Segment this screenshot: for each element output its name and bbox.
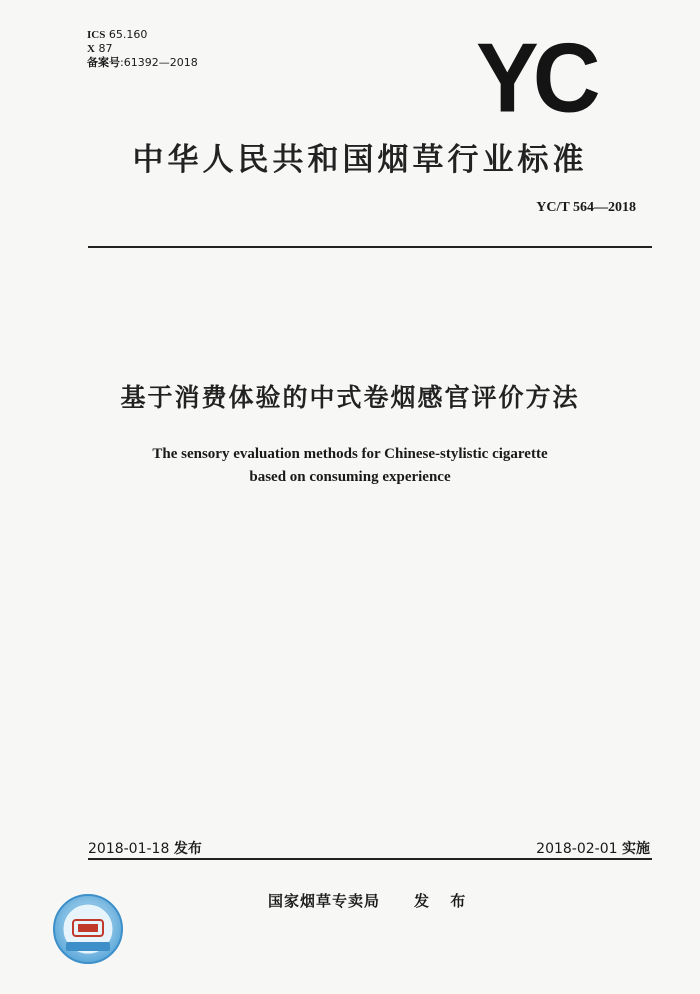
title-chinese: 基于消费体验的中式卷烟感官评价方法 <box>120 383 580 412</box>
record-value: 61392—2018 <box>123 56 198 69</box>
issue-label: 发布 <box>173 841 202 857</box>
issue-date-block <box>88 838 202 858</box>
record-label: 备案号 <box>87 57 120 69</box>
publisher-name: 国家烟草专卖局 <box>268 892 381 910</box>
publisher-block <box>268 890 473 911</box>
implement-label: 实施 <box>622 841 650 857</box>
x-value: 87 <box>98 42 113 55</box>
issue-date: 2018-01-18 <box>88 841 170 857</box>
header-divider <box>88 246 652 248</box>
footer-divider <box>88 858 652 860</box>
anti-counterfeit-seal-icon <box>52 893 124 965</box>
ics-label: ICS <box>87 29 106 41</box>
ics-value: 65.160 <box>108 28 148 41</box>
document-metadata: ICS 65.160 X 87 备案号:61392—2018 <box>87 28 198 69</box>
title-english-line-2: based on consuming experience <box>249 469 451 485</box>
implement-date-block <box>536 838 650 858</box>
publish-label: 发 布 <box>414 892 474 910</box>
title-english <box>0 443 700 489</box>
x-label: X <box>87 43 95 55</box>
implement-date: 2018-02-01 <box>536 841 618 857</box>
standard-code: YC/T 564—2018 <box>536 200 636 215</box>
yc-logo: YC <box>476 22 595 133</box>
standard-title: 中华人民共和国烟草行业标准 <box>132 142 588 178</box>
title-english-line-1: The sensory evaluation methods for Chinese-stylistic cigarette <box>152 446 548 462</box>
